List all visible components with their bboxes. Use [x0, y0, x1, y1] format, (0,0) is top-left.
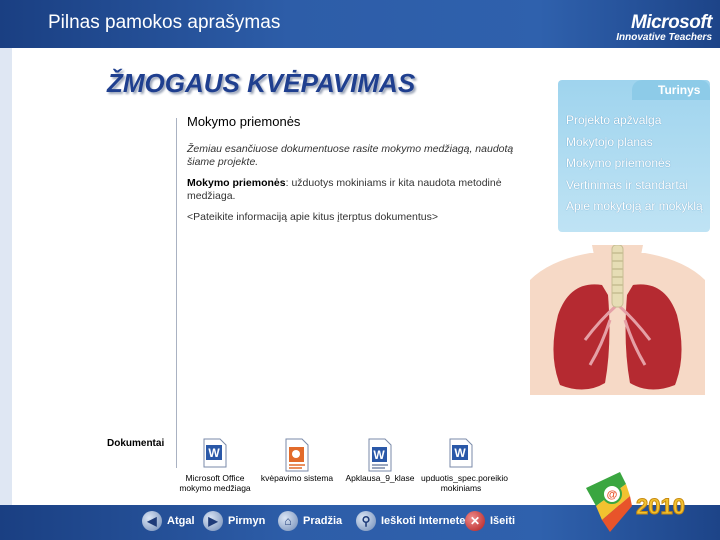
content-divider: [176, 118, 177, 468]
search-web-button[interactable]: [356, 508, 465, 534]
exit-button-label: Išeiti: [490, 515, 516, 527]
sidebar-item-mokymo-priemones[interactable]: Mokymo priemonės: [566, 156, 671, 170]
microsoft-logo-sub: Innovative Teachers: [616, 32, 712, 43]
sidebar-item-mokytojo-planas[interactable]: Mokytojo planas: [566, 134, 653, 149]
arrow-left-icon: ◀: [142, 511, 162, 531]
document-caption: kvėpavimo sistema: [260, 473, 334, 483]
back-button-label: Atgal: [167, 515, 195, 527]
word-document-icon: [202, 438, 228, 472]
home-button[interactable]: [278, 508, 342, 534]
pencil-logo-at-sign: @: [606, 489, 618, 501]
left-strip: [0, 48, 12, 508]
close-x-icon: ✕: [465, 511, 485, 531]
microsoft-logo-brand: Microsoft: [631, 12, 712, 33]
sidebar-item-vertinimas[interactable]: Vertinimas ir standartai: [566, 177, 689, 192]
home-icon: ⌂: [278, 511, 298, 531]
trachea: [612, 245, 623, 307]
back-button[interactable]: [142, 508, 195, 534]
document-caption: upduotis_spec.poreikio mokiniams: [421, 473, 508, 493]
sidebar-item-apie-mokytoja[interactable]: Apie mokytoją ar mokyklą: [566, 199, 703, 213]
document-item[interactable]: [340, 438, 420, 483]
intro-text: Žemiau esančiuose dokumentuose rasite mokymo medžiagą, naudotą šiame projekte.: [187, 143, 514, 168]
microsoft-logo: [562, 14, 712, 44]
documents-label: Dokumentai: [107, 438, 165, 449]
document-caption: Apklausa_9_klase: [345, 473, 415, 483]
search-web-button-label: Ieškoti Internete: [381, 515, 466, 527]
sidebar-tab: [632, 80, 710, 100]
pencil-logo: [582, 470, 716, 536]
document-item[interactable]: [257, 438, 337, 483]
section-heading: Mokymo priemonės: [187, 114, 301, 129]
page-title: ŽMOGAUS KVĖPAVIMAS: [107, 68, 416, 98]
svg-text:W: W: [454, 446, 466, 460]
word-document-icon: [448, 438, 474, 472]
word-document-icon: [367, 438, 393, 472]
document-item[interactable]: [175, 438, 255, 493]
document-caption: Microsoft Office mokymo medžiaga: [179, 473, 251, 493]
sidebar-nav: [566, 110, 706, 218]
exit-button[interactable]: [465, 508, 515, 534]
document-item[interactable]: [421, 438, 508, 493]
svg-text:W: W: [373, 448, 385, 462]
magnifier-icon: ⚲: [356, 511, 376, 531]
arrow-right-icon: ▶: [203, 511, 223, 531]
materials-description: : užduotys mokiniams ir kita naudota metodinė medžiaga.: [187, 177, 502, 202]
svg-text:W: W: [208, 446, 220, 460]
top-bar: [0, 0, 720, 48]
lungs-illustration: [530, 245, 705, 395]
powerpoint-document-icon: [284, 438, 310, 472]
materials-text: [187, 177, 532, 203]
materials-label: Mokymo priemonės: [187, 177, 286, 189]
sidebar-tab-label: Turinys: [658, 83, 701, 97]
forward-button-label: Pirmyn: [228, 515, 266, 527]
presentation-title: Pilnas pamokos aprašymas: [48, 12, 281, 33]
forward-button[interactable]: [203, 508, 265, 534]
sidebar-item-projekto-apzvalga[interactable]: Projekto apžvalga: [566, 113, 662, 127]
home-button-label: Pradžia: [303, 515, 343, 527]
placeholder-text: <Pateikite informaciją apie kitus įterptus dokumentus>: [187, 211, 438, 223]
logo-year: 2010: [636, 494, 685, 519]
